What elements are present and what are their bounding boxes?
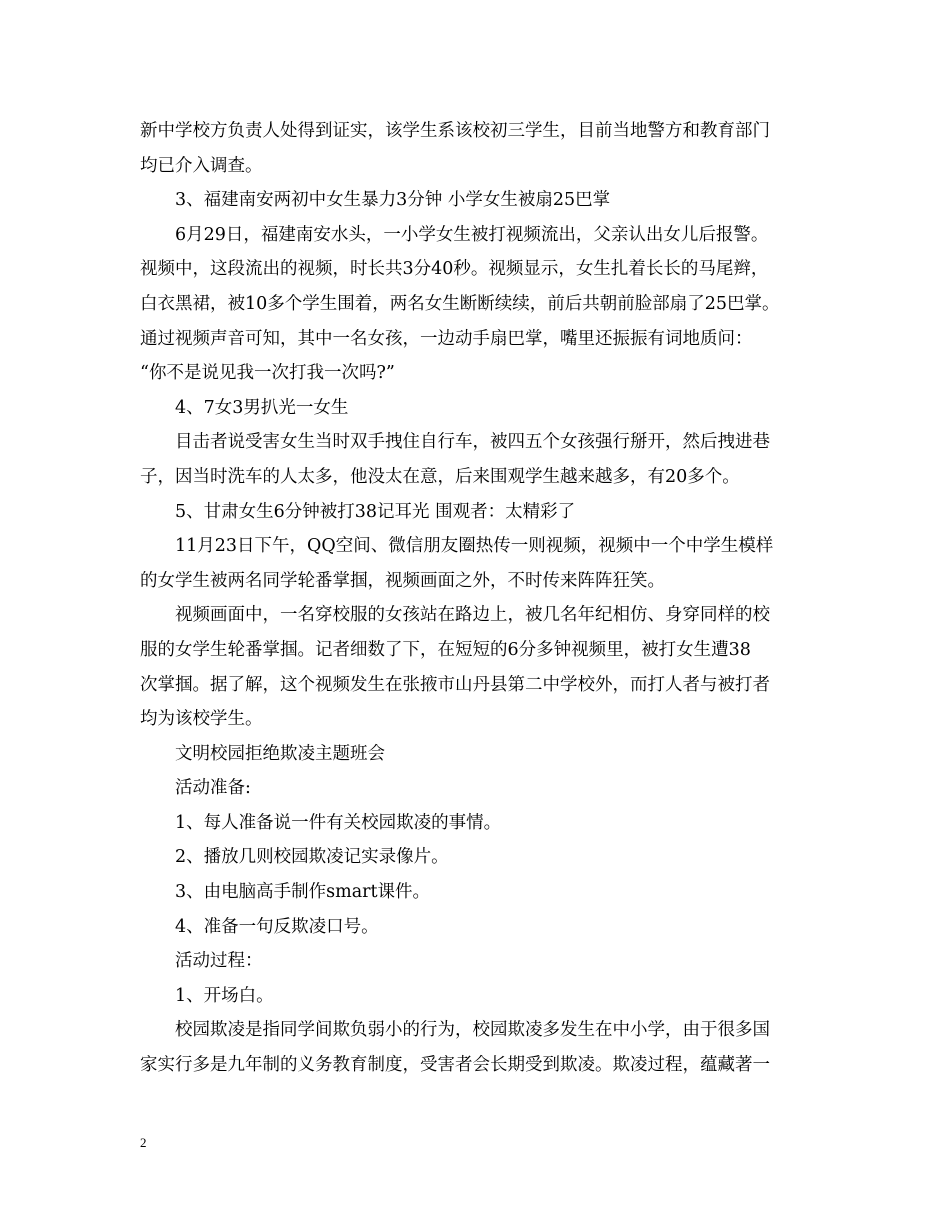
text-line: 均为该校学生。 — [140, 709, 263, 730]
text-line: 均已介入调查。 — [140, 155, 263, 176]
text-line: 视频中，这段流出的视频，时长共3分40秒。视频显示，女生扎着长长的马尾辫， — [140, 259, 769, 280]
text-line: 2、播放几则校园欺凌记实录像片。 — [175, 847, 449, 868]
text-line: 新中学校方负责人处得到证实，该学生系该校初三学生，目前当地警方和教育部门 — [140, 121, 770, 141]
text-line: 文明校园拒绝欺凌主题班会 — [175, 743, 385, 764]
text-line: 白衣黑裙，被10多个学生围着，两名女生断断续续，前后共朝前脸部扇了25巴掌。 — [140, 293, 780, 314]
text-line: 11月23日下午，QQ空间、微信朋友圈热传一则视频，视频中一个中学生模样 — [175, 536, 774, 557]
text-line: 家实行多是九年制的义务教育制度，受害者会长期受到欺凌。欺凌过程，蕴藏著一 — [140, 1055, 770, 1076]
text-line: 目击者说受害女生当时双手拽住自行车，被四五个女孩强行掰开，然后拽进巷 — [175, 432, 770, 453]
text-line: “你不是说见我一次打我一次吗?” — [140, 363, 395, 384]
text-line: 4、7女3男扒光一女生 — [175, 397, 349, 418]
text-line: 活动准备: — [175, 778, 251, 799]
text-line: 视频画面中，一名穿校服的女孩站在路边上，被几名年纪相仿、身穿同样的校 — [175, 605, 770, 626]
text-line: 4、准备一句反欺凌口号。 — [175, 916, 379, 937]
text-line: 1、每人准备说一件有关校园欺凌的事情。 — [175, 812, 502, 833]
text-line: 子，因当时洗车的人太多，他没太在意，后来围观学生越来越多，有20多个。 — [140, 466, 740, 487]
text-line: 通过视频声音可知，其中一名女孩，一边动手扇巴掌，嘴里还振振有词地质问： — [140, 328, 753, 349]
text-line: 3、福建南安两初中女生暴力3分钟 小学女生被扇25巴掌 — [175, 190, 611, 211]
body-text — [140, 114, 812, 1083]
page-number: 2 — [140, 1135, 147, 1150]
text-line: 次掌掴。据了解，这个视频发生在张掖市山丹县第二中学校外，而打人者与被打者 — [140, 674, 770, 695]
text-line: 活动过程： — [175, 951, 263, 972]
text-line: 校园欺凌是指同学间欺负弱小的行为，校园欺凌多发生在中小学，由于很多国 — [175, 1020, 770, 1041]
text-line: 5、甘肃女生6分钟被打38记耳光 围观者：太精彩了 — [175, 501, 576, 522]
text-line: 6月29日，福建南安水头，一小学女生被打视频流出，父亲认出女儿后报警。 — [175, 224, 769, 245]
text-line: 3、由电脑高手制作smart课件。 — [175, 882, 431, 903]
text-line: 的女学生被两名同学轮番掌掴，视频画面之外，不时传来阵阵狂笑。 — [140, 570, 665, 591]
text-line: 服的女学生轮番掌掴。记者细数了下，在短短的6分多钟视频里，被打女生遭38 — [140, 639, 751, 660]
text-line: 1、开场白。 — [175, 985, 274, 1006]
